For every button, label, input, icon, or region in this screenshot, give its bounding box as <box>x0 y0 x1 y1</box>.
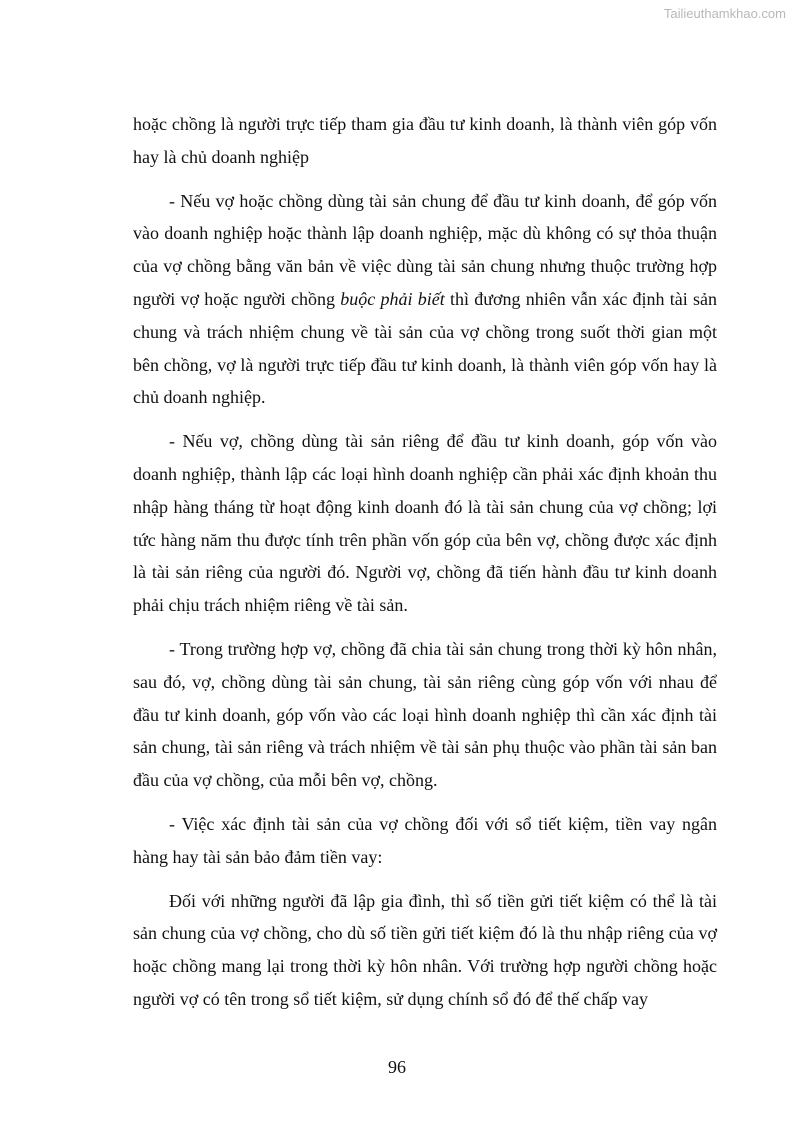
paragraph-savings-heading: - Việc xác định tài sản của vợ chồng đối với sổ tiết kiệm, tiền vay ngân hàng hay tài sản bảo đảm tiền vay: <box>133 813 717 867</box>
document-body <box>133 108 717 1027</box>
page-number: 96 <box>388 1057 406 1077</box>
paragraph-savings-detail: Đối với những người đã lập gia đình, thì số tiền gửi tiết kiệm có thể là tài sản chung của vợ chồng, cho dù số tiền gửi tiết kiệm đó là thu nhập riêng của vợ hoặc chồng mang lại trong thời kỳ hôn nhân. Với trường hợp người chồng hoặc người vợ có tên trong sổ tiết kiệm, sử dụng chính sổ đó để thế chấp vay <box>133 890 717 1009</box>
paragraph-text-before: - Nếu vợ hoặc chồng dùng tài sản chung để đầu tư kinh doanh, để góp vốn vào doanh nghiệp hoặc thành lập doanh nghiệp, mặc dù không có sự thỏa thuận của vợ chồng bằng văn bản về việc dùng tài sản chung nhưng thuộc trường hợp người vợ hoặc người chồng <box>133 190 717 309</box>
paragraph-continuation: hoặc chồng là người trực tiếp tham gia đầu tư kinh doanh, là thành viên góp vốn hay là chủ doanh nghiệp <box>133 114 717 167</box>
paragraph-text-after: thì đương nhiên vẫn xác định tài sản chung và trách nhiệm chung về tài sản của vợ chồng trong suốt thời gian một bên chồng, vợ là người trực tiếp đầu tư kinh doanh, là thành viên góp vốn hay là chủ doanh nghiệp. <box>133 288 717 408</box>
emphasis-text: buộc phải biết <box>340 288 445 309</box>
watermark: Tailieuthamkhao.com <box>663 6 786 21</box>
paragraph-separate-property-investment: - Nếu vợ, chồng dùng tài sản riêng để đầu tư kinh doanh, góp vốn vào doanh nghiệp, thành lập các loại hình doanh nghiệp cần phải xác định khoản thu nhập hàng tháng từ hoạt động kinh doanh đó là tài sản chung của vợ chồng; lợi tức hàng năm thu được tính trên phần vốn góp của bên vợ, chồng được xác định là tài sản riêng của người đó. Người vợ, chồng đã tiến hành đầu tư kinh doanh phải chịu trách nhiệm riêng về tài sản. <box>133 431 717 616</box>
paragraph-divided-property: - Trong trường hợp vợ, chồng đã chia tài sản chung trong thời kỳ hôn nhân, sau đó, vợ, chồng dùng tài sản chung, tài sản riêng cùng góp vốn với nhau để đầu tư kinh doanh, góp vốn vào các loại hình doanh nghiệp thì cần xác định tài sản chung, tài sản riêng và trách nhiệm về tài sản phụ thuộc vào phần tài sản ban đầu của vợ chồng, của mỗi bên vợ, chồng. <box>133 638 717 791</box>
paragraph-joint-property-investment <box>133 185 717 415</box>
